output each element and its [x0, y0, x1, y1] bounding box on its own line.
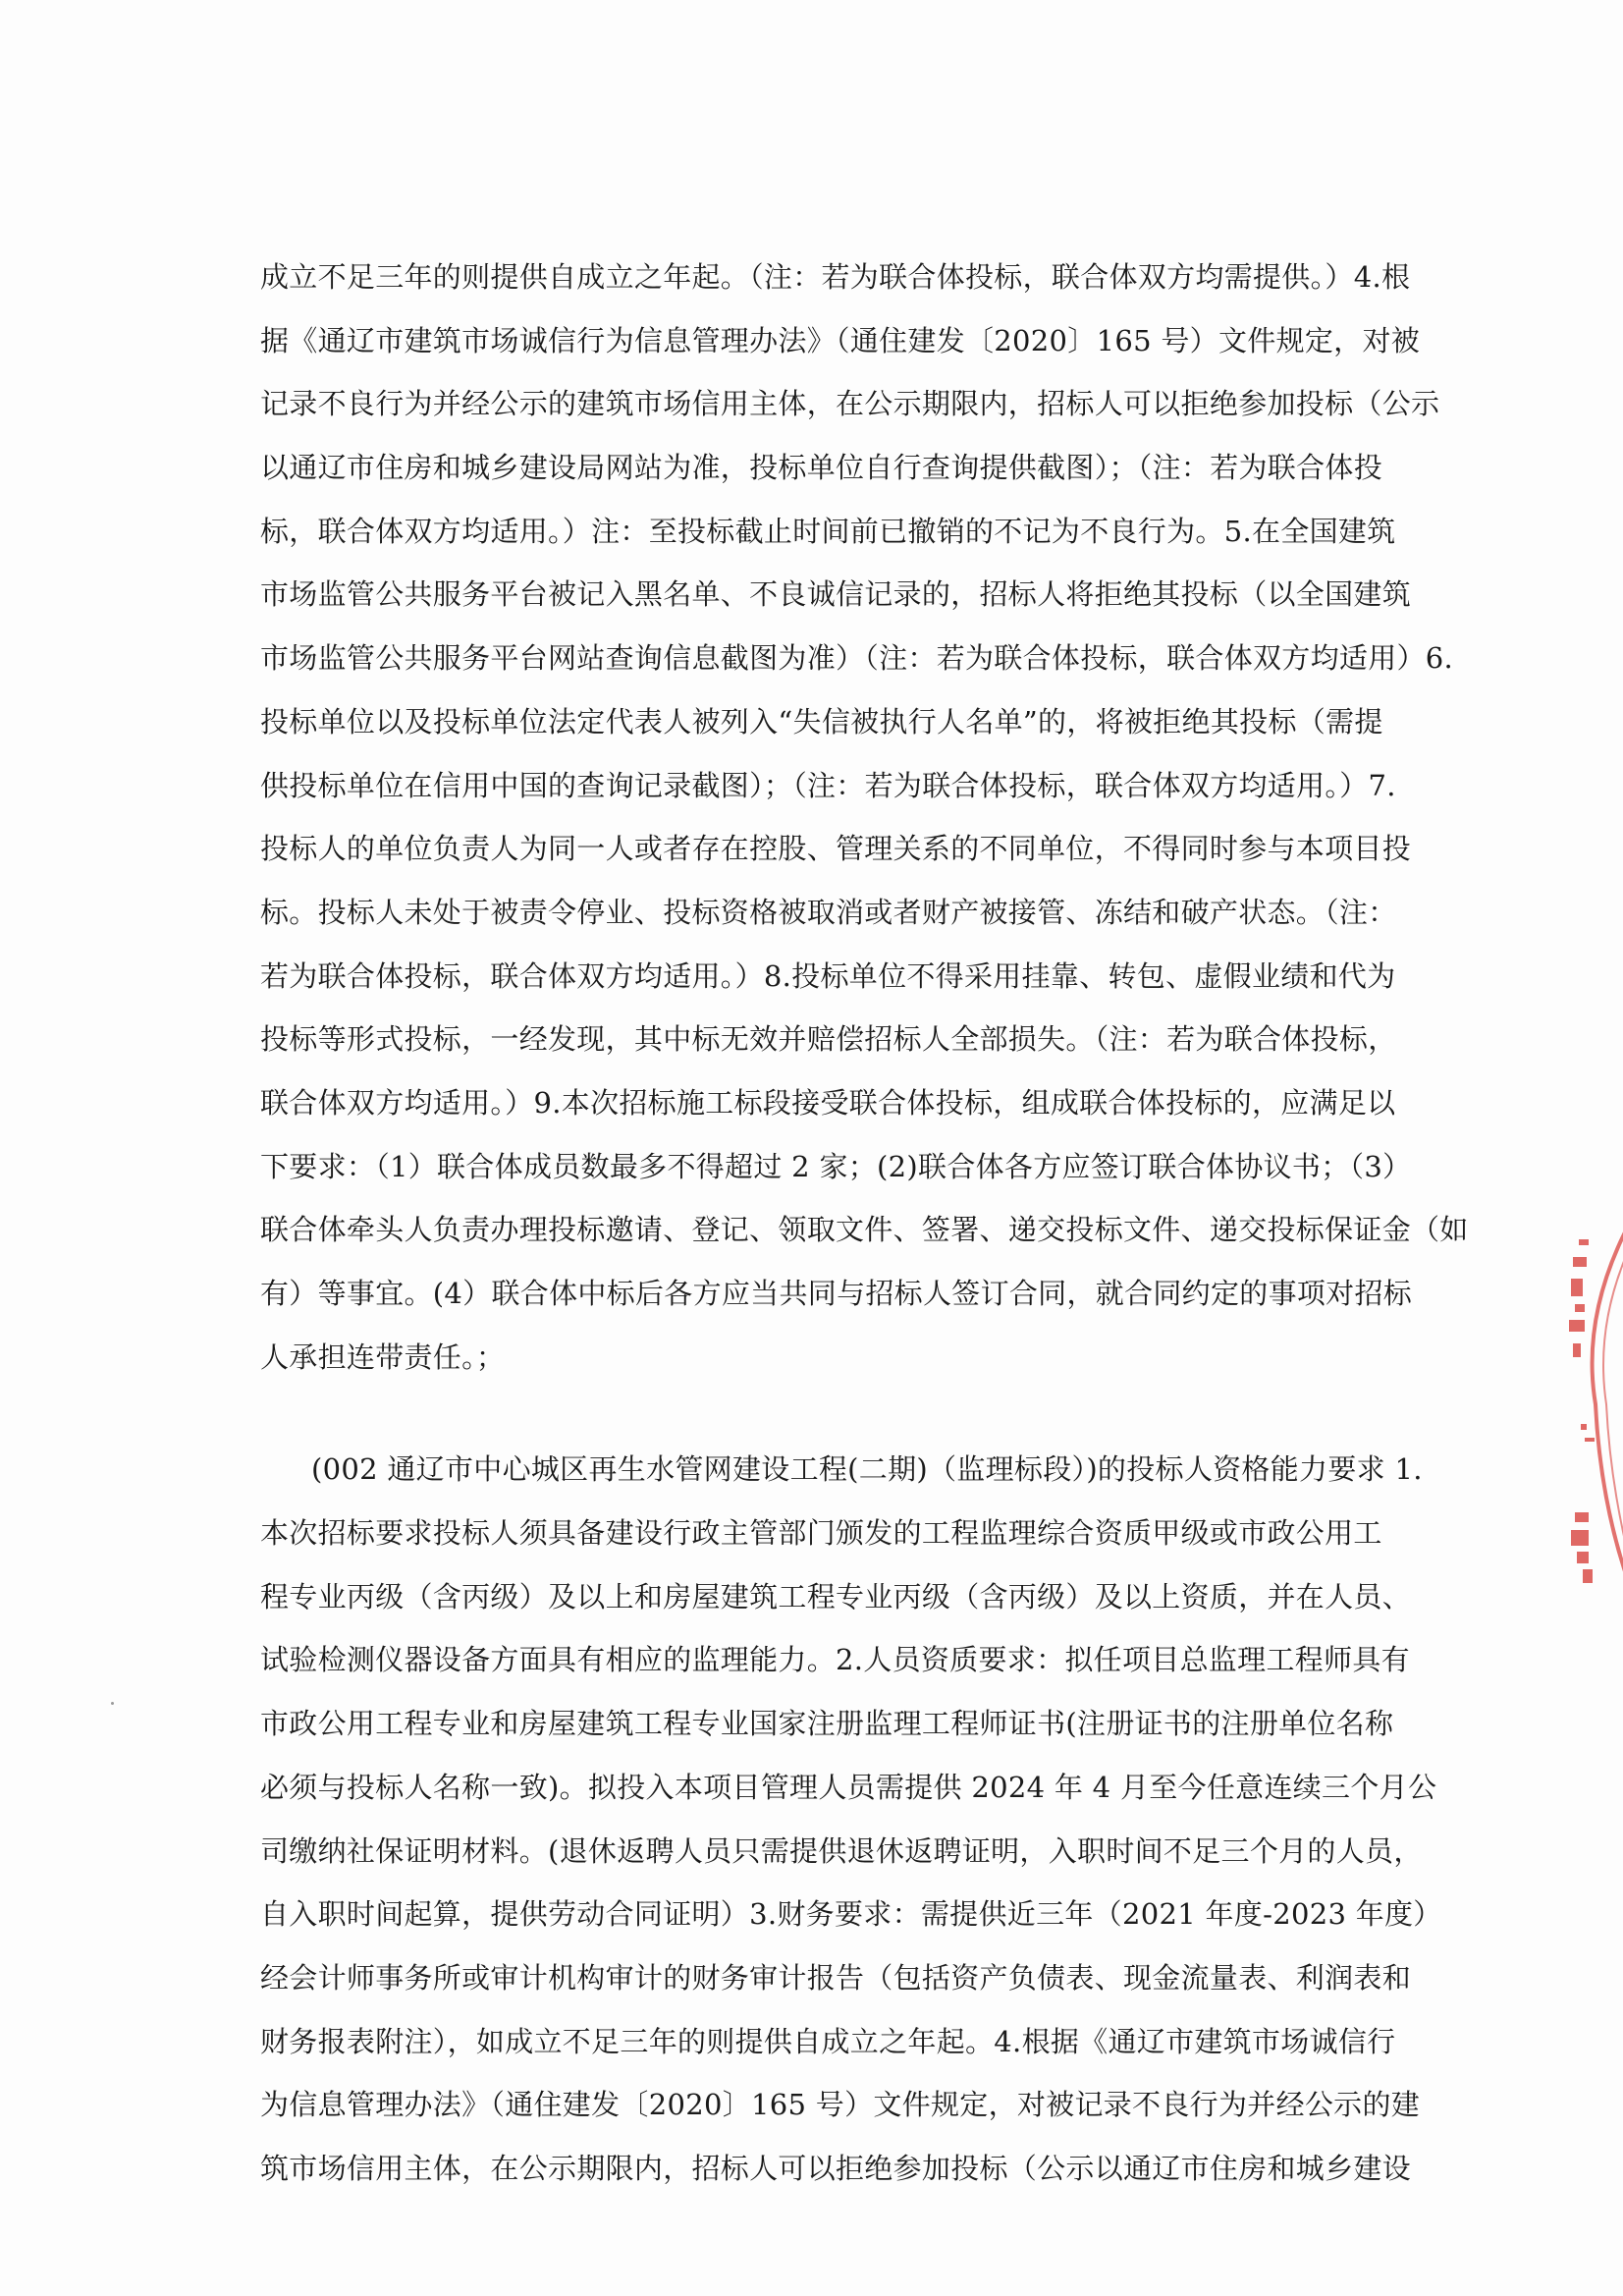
text-line: 市政公用工程专业和房屋建筑工程专业国家注册监理工程师证书(注册证书的注册单位名称: [260, 1707, 1394, 1741]
text-line: 本次招标要求投标人须具备建设行政主管部门颁发的工程监理综合资质甲级或市政公用工: [260, 1516, 1382, 1551]
document-body: [260, 246, 1469, 2201]
text-line: 投标人的单位负责人为同一人或者存在控股、管理关系的不同单位，不得同时参与本项目投: [260, 832, 1412, 866]
text-line: 若为联合体投标，联合体双方均适用。）8.投标单位不得采用挂靠、转包、虚假业绩和代为: [260, 958, 1396, 993]
text-line: 标。投标人未处于被责令停业、投标资格被取消或者财产被接管、冻结和破产状态。（注：: [260, 895, 1397, 929]
text-line: 自入职时间起算，提供劳动合同证明）3.财务要求：需提供近三年（2021 年度-2023 年度）: [260, 1897, 1442, 1932]
text-line: 人承担连带责任。；: [260, 1339, 506, 1374]
text-line: 必须与投标人名称一致)。拟投入本项目管理人员需提供 2024 年 4 月至今任意连续三个月公: [260, 1770, 1437, 1804]
paragraph-gap: [260, 1389, 1352, 1438]
text-line: 标，联合体双方均适用。）注：至投标截止时间前已撤销的不记为不良行为。5.在全国建筑: [260, 514, 1396, 548]
text-line: 联合体双方均适用。）9.本次招标施工标段接受联合体投标，组成联合体投标的，应满足以: [260, 1085, 1396, 1120]
scan-speck: [111, 1702, 114, 1705]
text-line: (002 通辽市中心城区再生水管网建设工程(二期)（监理标段）)的投标人资格能力要求 1.: [311, 1452, 1423, 1487]
text-line: 成立不足三年的则提供自成立之年起。（注：若为联合体投标，联合体双方均需提供。）4.根: [260, 260, 1411, 294]
text-line: 程专业丙级（含丙级）及以上和房屋建筑工程专业丙级（含丙级）及以上资质，并在人员、: [260, 1579, 1412, 1613]
text-line: 记录不良行为并经公示的建筑市场信用主体，在公示期限内，招标人可以拒绝参加投标（公示: [260, 387, 1440, 421]
paragraph-supervision-lot-requirements: [260, 1438, 1442, 2200]
text-line: 投标单位以及投标单位法定代表人被列入“失信被执行人名单”的，将被拒绝其投标（需提: [260, 704, 1383, 738]
text-line: 有）等事宜。(4）联合体中标后各方应当共同与招标人签订合同，就合同约定的事项对招标: [260, 1277, 1413, 1310]
text-line: 试验检测仪器设备方面具有相应的监理能力。2.人员资质要求：拟任项目总监理工程师具有: [260, 1643, 1410, 1677]
text-line: 投标等形式投标，一经发现，其中标无效并赔偿招标人全部损失。（注：若为联合体投标，: [260, 1022, 1397, 1057]
text-line: 下要求：（1）联合体成员数最多不得超过 2 家；(2)联合体各方应签订联合体协议书；（3）: [260, 1149, 1412, 1183]
text-line: 市场监管公共服务平台被记入黑名单、不良诚信记录的，招标人将拒绝其投标（以全国建筑: [260, 577, 1412, 612]
text-line: 筑市场信用主体，在公示期限内，招标人可以拒绝参加投标（公示以通辽市住房和城乡建设: [260, 2151, 1412, 2185]
text-line: 供投标单位在信用中国的查询记录截图）；（注：若为联合体投标，联合体双方均适用。）7.: [260, 768, 1396, 802]
text-line: 市场监管公共服务平台网站查询信息截图为准）（注：若为联合体投标，联合体双方均适用）6.: [260, 641, 1454, 676]
text-line: 为信息管理办法》（通住建发〔2020〕165 号）文件规定，对被记录不良行为并经公示的建: [260, 2088, 1421, 2122]
red-seal-stamp-fragment: [1561, 1218, 1623, 1591]
text-line: 据《通辽市建筑市场诚信行为信息管理办法》（通住建发〔2020〕165 号）文件规定，对被: [260, 323, 1421, 357]
text-line: 以通辽市住房和城乡建设局网站为准，投标单位自行查询提供截图）；（注：若为联合体投: [260, 451, 1383, 485]
paragraph-qualification-continued: [260, 246, 1469, 1389]
text-line: 财务报表附注），如成立不足三年的则提供自成立之年起。4.根据《通辽市建筑市场诚信行: [260, 2024, 1396, 2058]
text-line: 司缴纳社保证明材料。(退休返聘人员只需提供退休返聘证明，入职时间不足三个月的人员，: [260, 1833, 1423, 1868]
text-line: 经会计师事务所或审计机构审计的财务审计报告（包括资产负债表、现金流量表、利润表和: [260, 1960, 1412, 1995]
text-line: 联合体牵头人负责办理投标邀请、登记、领取文件、签署、递交投标文件、递交投标保证金（如: [260, 1213, 1469, 1247]
